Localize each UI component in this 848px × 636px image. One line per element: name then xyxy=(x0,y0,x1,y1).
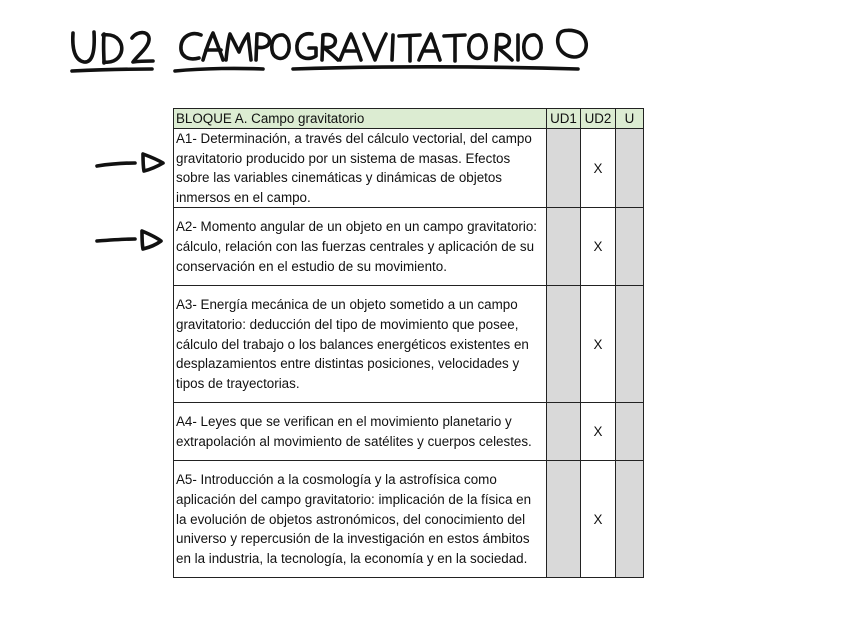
cell-ud2: X xyxy=(581,208,616,286)
row-description: A3- Energía mecánica de un objeto sometido a un campo gravitatorio: deducción del tipo de movimiento que posee, cálculo del trabajo o los balances energéticos existentes en desplazamientos entre distintas posiciones, velocidades y tipos de trayectorias. xyxy=(174,286,547,403)
row-description: A5- Introducción a la cosmología y la astrofísica como aplicación del campo gravitatorio: implicación de la física en la evolución de objetos astronómicos, del conocimiento del universo y repercusión de la investigación en estos ámbitos en la industria, la tecnología, la economía y en la sociedad. xyxy=(174,461,547,578)
cell-ud2: X xyxy=(581,461,616,578)
table-row xyxy=(174,461,644,578)
cell-ud3 xyxy=(616,403,644,461)
table-row xyxy=(174,129,644,208)
cell-ud1 xyxy=(547,461,581,578)
header-bloque: BLOQUE A. Campo gravitatorio xyxy=(174,109,547,129)
cell-ud1 xyxy=(547,286,581,403)
cell-ud2: X xyxy=(581,403,616,461)
row-description: A2- Momento angular de un objeto en un campo gravitatorio: cálculo, relación con las fuerzas centrales y aplicación de su conservación en el estudio de su movimiento. xyxy=(174,208,547,286)
spreadsheet-region xyxy=(173,108,635,574)
row-description: A4- Leyes que se verifican en el movimiento planetario y extrapolación al movimiento de satélites y cuerpos celestes. xyxy=(174,403,547,461)
handwritten-campo xyxy=(175,33,289,71)
table-header-row xyxy=(174,109,644,129)
cell-ud3 xyxy=(616,129,644,208)
handwritten-arrow-a1 xyxy=(97,154,163,171)
table-row xyxy=(174,286,644,403)
header-ud2: UD2 xyxy=(581,109,616,129)
cell-ud3 xyxy=(616,461,644,578)
bloque-a-table xyxy=(173,108,644,578)
handwritten-gravitatorio xyxy=(293,30,586,69)
cell-ud3 xyxy=(616,208,644,286)
cell-ud2: X xyxy=(581,129,616,208)
cell-ud1 xyxy=(547,129,581,208)
handwritten-title xyxy=(0,0,1,1)
header-ud3: U xyxy=(616,109,644,129)
row-description: A1- Determinación, a través del cálculo vectorial, del campo gravitatorio producido por un sistema de masas. Efectos sobre las variables cinemáticas y dinámicas de objetos inmersos en el campo. xyxy=(174,129,547,208)
handwritten-ud2 xyxy=(72,32,153,71)
table-row xyxy=(174,208,644,286)
cell-ud1 xyxy=(547,403,581,461)
cell-ud1 xyxy=(547,208,581,286)
table-row xyxy=(174,403,644,461)
header-ud1: UD1 xyxy=(547,109,581,129)
cell-ud3 xyxy=(616,286,644,403)
handwritten-arrow-a2 xyxy=(97,231,161,249)
cell-ud2: X xyxy=(581,286,616,403)
